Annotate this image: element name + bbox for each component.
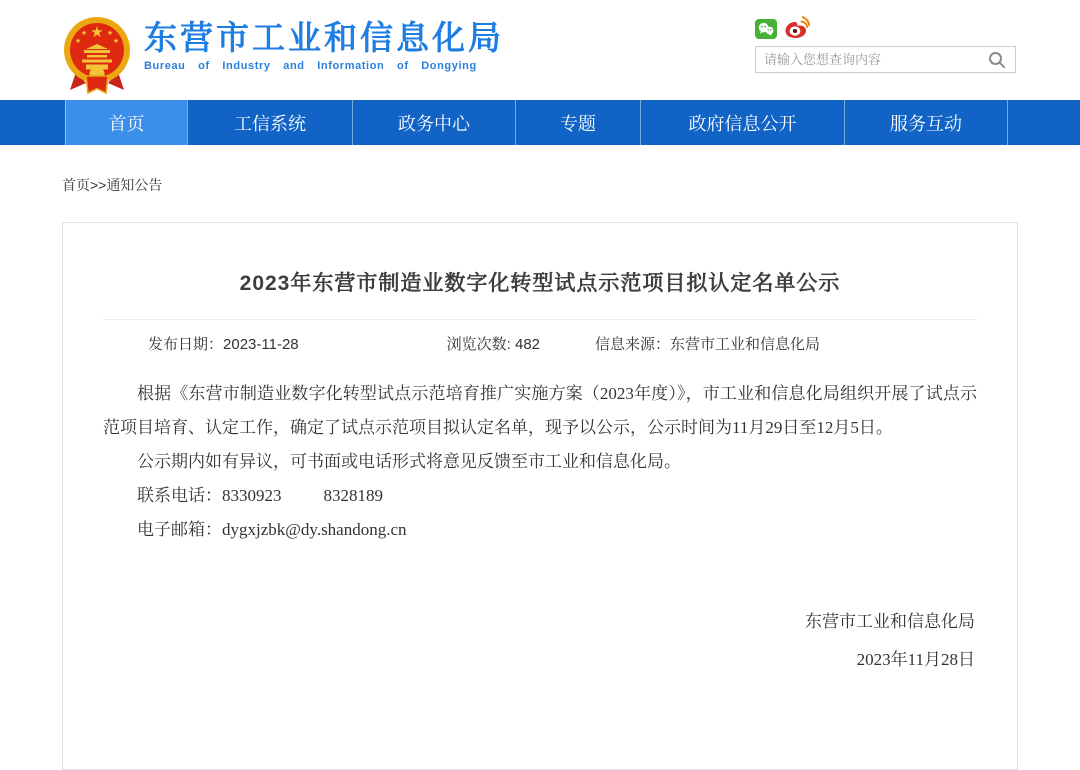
wechat-icon[interactable] — [755, 19, 777, 39]
site-title: 东营市工业和信息化局 — [144, 19, 504, 56]
nav-tab-label: 政务中心 — [398, 113, 470, 134]
search-button[interactable] — [979, 47, 1015, 72]
view-count — [447, 333, 540, 354]
nav-left-spacer — [0, 100, 65, 145]
info-source-label: 信息来源： — [595, 336, 671, 353]
svg-text:★: ★ — [106, 30, 114, 37]
breadcrumb-current-link[interactable]: 通知公告 — [106, 177, 163, 193]
site-title-english: Bureau of Industry and Information of Dongying — [144, 60, 477, 72]
nav-right-spacer — [1007, 100, 1080, 145]
breadcrumb-home-link[interactable]: 首页 — [62, 177, 90, 193]
article-signature-block — [103, 603, 977, 679]
nav-tab-service-interaction[interactable] — [844, 100, 1007, 145]
nav-tab-special-topics[interactable] — [515, 100, 640, 145]
nav-tab-label: 专题 — [560, 113, 596, 134]
contact-phone-line — [103, 479, 977, 513]
breadcrumb — [62, 175, 1080, 195]
title-divider — [103, 319, 977, 320]
breadcrumb-separator: >> — [90, 177, 107, 193]
signature-org: 东营市工业和信息化局 — [805, 612, 975, 631]
site-header — [0, 0, 1080, 100]
article-title: 2023年东营市制造业数字化转型试点示范项目拟认定名单公示 — [239, 272, 841, 295]
search-input[interactable] — [756, 52, 979, 67]
signature-date: 2023年11月28日 — [856, 650, 975, 669]
contact-email-value: dygxjzbk@dy.shandong.cn — [222, 520, 407, 539]
nav-tab-label: 首页 — [108, 113, 145, 134]
search-icon — [988, 51, 1006, 69]
nav-tab-government-affairs[interactable] — [352, 100, 515, 145]
publish-date-value: 2023-11-28 — [223, 336, 299, 353]
nav-tab-info-disclosure[interactable] — [640, 100, 844, 145]
social-links — [755, 13, 1016, 39]
contact-email-label: 电子邮箱： — [137, 520, 222, 539]
nav-tab-label: 政府信息公开 — [688, 113, 797, 134]
article-body — [103, 377, 977, 547]
view-count-value: 482 — [514, 336, 541, 353]
view-count-label: 浏览次数: — [446, 336, 511, 353]
contact-phone-2: 8328189 — [323, 486, 383, 505]
contact-email-line — [103, 513, 977, 547]
nav-tab-label: 服务互动 — [890, 113, 962, 134]
article-paragraph: 根据《东营市制造业数字化转型试点示范培育推广实施方案（2023年度）》，市工业和信息化局组织开展了试点示范项目培育、认定工作，确定了试点示范项目拟认定名单，现予以公示，公示时间为11月29日至12月5日。 — [103, 384, 977, 437]
info-source — [595, 333, 820, 354]
svg-text:★: ★ — [112, 38, 120, 45]
national-emblem-icon — [61, 16, 133, 94]
svg-text:★: ★ — [90, 24, 104, 41]
article-container — [62, 222, 1018, 770]
nav-tab-label: 工信系统 — [234, 113, 306, 134]
search-box — [755, 46, 1016, 73]
main-nav — [0, 100, 1080, 145]
contact-phone-1: 8330923 — [222, 486, 282, 505]
svg-text:★: ★ — [74, 38, 82, 45]
nav-tab-industry-info-system[interactable] — [187, 100, 352, 145]
header-right — [755, 13, 1016, 73]
nav-tab-home[interactable] — [65, 100, 187, 145]
publish-date — [148, 333, 299, 354]
publish-date-label: 发布日期： — [148, 336, 224, 353]
contact-phone-label: 联系电话： — [137, 486, 222, 505]
national-emblem-logo[interactable] — [61, 16, 133, 94]
site-title-block — [144, 19, 504, 72]
svg-text:★: ★ — [80, 30, 88, 37]
info-source-value: 东营市工业和信息化局 — [670, 336, 821, 353]
article-paragraph: 公示期内如有异议，可书面或电话形式将意见反馈至市工业和信息化局。 — [137, 452, 681, 471]
weibo-icon[interactable] — [784, 15, 810, 39]
article-meta — [103, 333, 977, 354]
